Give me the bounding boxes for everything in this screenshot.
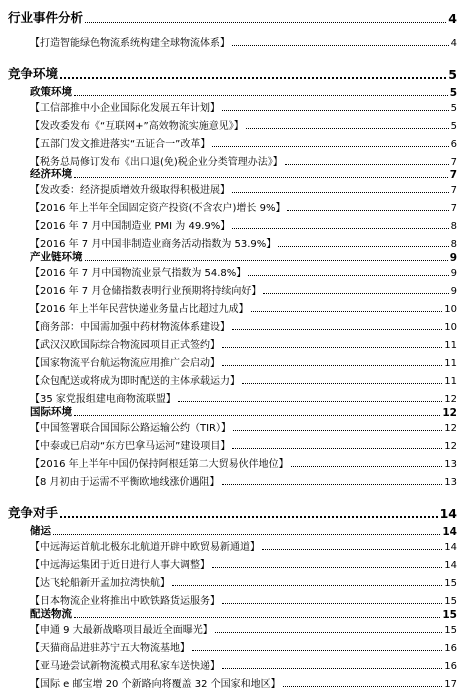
toc-title: 【发改委：经济提质增效升级取得积极进展】 xyxy=(30,185,230,196)
toc-entry[interactable] xyxy=(30,319,457,333)
toc-leader xyxy=(53,534,440,535)
toc-page: 11 xyxy=(444,358,457,369)
toc-title: 【工信部推中小企业国际化发展五年计划】 xyxy=(30,103,220,114)
toc-section[interactable] xyxy=(8,6,457,26)
toc-page: 5 xyxy=(450,103,457,114)
toc-leader xyxy=(60,77,446,79)
toc-entry[interactable] xyxy=(30,283,457,297)
toc-leader xyxy=(212,567,442,568)
toc-page: 6 xyxy=(450,139,457,150)
toc-title: 【武汉汉欧国际综合物流园项目正式签约】 xyxy=(30,340,220,351)
toc-page: 11 xyxy=(444,340,457,351)
toc-entry[interactable] xyxy=(30,391,457,405)
toc-page: 15 xyxy=(444,578,457,589)
toc-entry[interactable] xyxy=(30,301,457,315)
toc-leader xyxy=(74,95,448,96)
toc-page: 14 xyxy=(442,526,457,538)
toc-title: 【中国签署联合国国际公路运输公约（TIR）】 xyxy=(30,423,232,434)
toc-leader xyxy=(85,22,446,23)
toc-title: 【2016 年 7 月中国物流业景气指数为 54.8%】 xyxy=(30,268,247,279)
toc-leader xyxy=(232,329,442,330)
toc-leader xyxy=(232,192,449,193)
toc-page: 14 xyxy=(439,506,457,521)
toc-entry[interactable] xyxy=(30,640,457,654)
toc-page: 12 xyxy=(444,394,457,405)
toc-page: 5 xyxy=(449,87,457,99)
toc-entry[interactable] xyxy=(30,676,457,690)
toc-entry[interactable] xyxy=(30,218,457,232)
toc-entry[interactable] xyxy=(30,118,457,132)
toc-leader xyxy=(287,210,448,211)
toc-title: 【国际 e 邮宝增 20 个新路向将覆盖 32 个国家和地区】 xyxy=(30,679,281,690)
toc-leader xyxy=(222,603,442,604)
toc-entry[interactable] xyxy=(30,658,457,672)
toc-page: 5 xyxy=(450,121,457,132)
toc-entry[interactable] xyxy=(30,438,457,452)
toc-title: 【中远海运集团于近日进行人事大调整】 xyxy=(30,560,210,571)
toc-leader xyxy=(232,448,442,449)
toc-page: 4 xyxy=(448,11,457,26)
toc-title: 【2016 年上半年全国固定资产投资(不含农户)增长 9%】 xyxy=(30,203,286,214)
toc-section[interactable] xyxy=(8,62,457,82)
toc-leader xyxy=(251,311,443,312)
toc-section[interactable] xyxy=(8,501,457,521)
toc-leader xyxy=(278,246,448,247)
toc-entry[interactable] xyxy=(30,456,457,470)
toc-title: 【众包配送或将成为即时配送的主体承载运力】 xyxy=(30,376,240,387)
toc-title: 政策环境 xyxy=(30,86,72,98)
toc-page: 16 xyxy=(444,661,457,672)
toc-page: 16 xyxy=(444,643,457,654)
toc-leader xyxy=(215,632,443,633)
toc-page: 10 xyxy=(444,304,457,315)
toc-page: 15 xyxy=(442,609,457,621)
toc-page: 8 xyxy=(450,221,457,232)
toc-leader xyxy=(263,293,448,294)
toc-title: 竞争环境 xyxy=(8,66,59,81)
toc-leader xyxy=(232,228,448,229)
toc-leader xyxy=(192,650,442,651)
toc-leader xyxy=(74,617,440,618)
toc-entry[interactable] xyxy=(30,355,457,369)
toc-page: 13 xyxy=(444,477,457,488)
toc-title: 【亚马逊尝试新物流模式用私家车送快递】 xyxy=(30,661,220,672)
toc-leader xyxy=(222,484,443,485)
toc-entry[interactable] xyxy=(30,557,457,571)
toc-subsection[interactable] xyxy=(30,85,457,99)
toc-title: 【35 家党报组建电商物流联盟】 xyxy=(30,394,176,405)
toc-title: 经济环境 xyxy=(30,168,72,180)
toc-leader xyxy=(262,549,442,550)
toc-entry[interactable] xyxy=(30,539,457,553)
toc-subsection[interactable] xyxy=(30,167,457,181)
toc-entry[interactable] xyxy=(30,575,457,589)
toc-title: 【2016 年 7 月中国非制造业商务活动指数为 53.9%】 xyxy=(30,239,277,250)
toc-title: 【天猫商品进驻苏宁五大物流基地】 xyxy=(30,643,190,654)
toc-title: 【中泰或已启动“东方巴拿马运河”建设项目】 xyxy=(30,441,231,452)
toc-entry[interactable] xyxy=(30,593,457,607)
toc-page: 8 xyxy=(450,239,457,250)
toc-entry[interactable] xyxy=(30,35,457,49)
toc-leader xyxy=(222,110,449,111)
toc-leader xyxy=(74,415,440,416)
toc-page: 12 xyxy=(444,423,457,434)
toc-entry[interactable] xyxy=(30,265,457,279)
toc-title: 行业事件分析 xyxy=(8,10,84,25)
toc-title: 【8 月初由于运需不平衡欧地线涨价遇阻】 xyxy=(30,477,220,488)
toc-title: 【发改委发布《“互联网+”高效物流实施意见》】 xyxy=(30,121,244,132)
toc-entry[interactable] xyxy=(30,200,457,214)
toc-title: 国际环境 xyxy=(30,406,72,418)
toc-leader xyxy=(283,686,443,687)
toc-page: 13 xyxy=(444,459,457,470)
toc-title: 配送物流 xyxy=(30,608,72,620)
toc-leader xyxy=(85,260,448,261)
toc-entry[interactable] xyxy=(30,373,457,387)
toc-page: 9 xyxy=(450,286,457,297)
toc-leader xyxy=(212,146,448,147)
toc-title: 竞争对手 xyxy=(8,505,59,520)
toc-page: 10 xyxy=(444,322,457,333)
toc-entry[interactable] xyxy=(30,236,457,250)
toc-leader xyxy=(222,365,442,366)
toc-leader xyxy=(172,585,442,586)
toc-subsection[interactable] xyxy=(30,405,457,419)
toc-entry[interactable] xyxy=(30,100,457,114)
toc-page: 12 xyxy=(442,407,457,419)
toc-title: 【2016 年上半年民营快递业务量占比超过九成】 xyxy=(30,304,249,315)
toc-subsection[interactable] xyxy=(30,524,457,538)
toc-title: 【打造智能绿色物流系统构建全球物流体系】 xyxy=(30,38,230,49)
toc-entry[interactable] xyxy=(30,420,457,434)
toc-entry[interactable] xyxy=(30,182,457,196)
toc-title: 【日本物流企业将推出中欧铁路货运服务】 xyxy=(30,596,220,607)
toc-leader xyxy=(291,466,443,467)
toc-leader xyxy=(242,383,442,384)
toc-page: 5 xyxy=(448,67,457,82)
toc-leader xyxy=(233,430,442,431)
toc-page: 9 xyxy=(449,252,457,264)
toc-page: 7 xyxy=(450,157,457,168)
toc-page: 14 xyxy=(444,542,457,553)
toc-leader xyxy=(60,516,438,518)
toc-subsection[interactable] xyxy=(30,250,457,264)
toc-entry[interactable] xyxy=(30,337,457,351)
toc-title: 【税务总局修订发布《出口退(免)税企业分类管理办法》】 xyxy=(30,157,283,168)
toc-leader xyxy=(222,668,442,669)
toc-title: 储运 xyxy=(30,525,51,537)
toc-page: 15 xyxy=(444,625,457,636)
toc-title: 【五部门发文推进落实“五证合一”改革】 xyxy=(30,139,211,150)
toc-entry[interactable] xyxy=(30,474,457,488)
toc-page: 14 xyxy=(444,560,457,571)
toc-title: 【达飞轮船新开孟加拉湾快航】 xyxy=(30,578,170,589)
toc-title: 【申通 9 大最新战略项目最近全面曝光】 xyxy=(30,625,213,636)
toc-title: 【国家物流平台航运物流应用推广会启动】 xyxy=(30,358,220,369)
toc-page: 17 xyxy=(444,679,457,690)
toc-title: 【2016 年 7 月中国制造业 PMI 为 49.9%】 xyxy=(30,221,231,232)
toc-leader xyxy=(222,347,442,348)
toc-page: 12 xyxy=(444,441,457,452)
toc-title: 【商务部：中国需加强中药材物流体系建设】 xyxy=(30,322,230,333)
toc-title: 【2016 年上半年中国仍保持阿根廷第二大贸易伙伴地位】 xyxy=(30,459,289,470)
toc-page: 4 xyxy=(450,38,457,49)
toc-page: 15 xyxy=(444,596,457,607)
toc-leader xyxy=(74,177,448,178)
toc-title: 【中远海运首航北极东北航道开辟中欧贸易新通道】 xyxy=(30,542,260,553)
toc-leader xyxy=(178,401,442,402)
toc-title: 【2016 年 7 月仓储指数表明行业预期将持续向好】 xyxy=(30,286,262,297)
toc-page: 9 xyxy=(450,268,457,279)
toc-page: 7 xyxy=(450,185,457,196)
toc-leader xyxy=(248,275,448,276)
toc-entry[interactable] xyxy=(30,622,457,636)
toc-subsection[interactable] xyxy=(30,607,457,621)
toc-entry[interactable] xyxy=(30,154,457,168)
toc-page: 7 xyxy=(450,203,457,214)
toc-leader xyxy=(246,128,449,129)
toc-page: 11 xyxy=(444,376,457,387)
toc-leader xyxy=(232,45,449,46)
toc-title: 产业链环境 xyxy=(30,251,83,263)
toc-leader xyxy=(285,164,449,165)
toc-entry[interactable] xyxy=(30,136,457,150)
toc-page: 7 xyxy=(449,169,457,181)
